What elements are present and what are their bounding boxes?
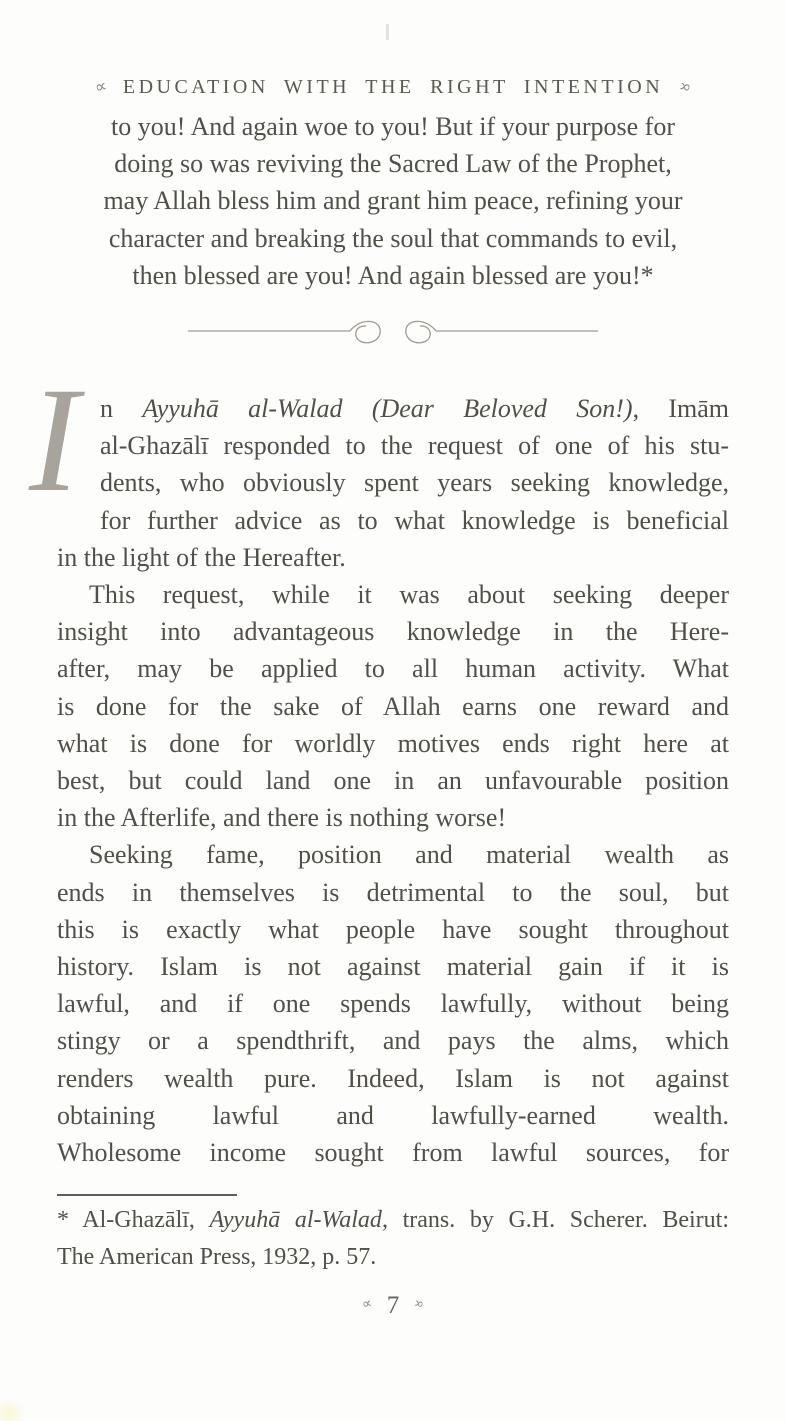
text-line: what is done for worldly motives ends right here at bbox=[57, 728, 729, 758]
text-line: insight into advantageous knowledge in the Here- bbox=[57, 617, 729, 647]
text-segment: * Al-Ghazālī, bbox=[57, 1207, 210, 1233]
italic-text: Ayyuhā al-Walad (Dear Beloved Son!) bbox=[142, 394, 633, 423]
text-line: in the Afterlife, and there is nothing worse! bbox=[57, 803, 507, 833]
quote-line: then blessed are you! And again blessed are you!* bbox=[132, 260, 654, 290]
text-line: ends in themselves is detrimental to the soul, but bbox=[57, 877, 729, 907]
quote-line: doing so was reviving the Sacred Law of the Prophet, bbox=[114, 149, 672, 179]
scan-artifact-tick bbox=[386, 24, 389, 40]
text-line bbox=[57, 1202, 729, 1239]
text-line: after, may be applied to all human activity. What bbox=[57, 654, 729, 684]
fleuron-right-icon: ∝ bbox=[412, 1295, 427, 1313]
quote-line: character and breaking the soul that commands to evil, bbox=[108, 223, 678, 253]
text-line: in the light of the Hereafter. bbox=[57, 542, 346, 572]
text-line: al-Ghazālī responded to the request of one of his stu- bbox=[100, 431, 729, 461]
text-line: This request, while it was about seeking deeper bbox=[89, 580, 729, 610]
text-line: obtaining lawful and lawfully-earned wealth. bbox=[57, 1100, 729, 1130]
text-line: lawful, and if one spends lawfully, without being bbox=[57, 989, 729, 1019]
fleuron-left-icon: ∝ bbox=[359, 1295, 374, 1313]
fleuron-right-icon: ∝ bbox=[677, 75, 694, 99]
text-segment: , trans. by G.H. Scherer. Beirut: bbox=[381, 1207, 729, 1233]
text-line: history. Islam is not against material gain if it is bbox=[57, 952, 729, 982]
paragraph bbox=[57, 576, 729, 836]
text-line: for further advice as to what knowledge is beneficial bbox=[100, 505, 729, 535]
text-line: Seeking fame, position and material wealth as bbox=[89, 840, 729, 870]
fleuron-left-icon: ∝ bbox=[92, 75, 109, 99]
drop-cap: I bbox=[29, 357, 79, 523]
paragraph bbox=[29, 357, 730, 576]
text-line: Wholesome income sought from lawful sources, for bbox=[57, 1138, 729, 1168]
text-line: renders wealth pure. Indeed, Islam is not against bbox=[57, 1063, 729, 1093]
text-line bbox=[57, 390, 729, 427]
text-line: best, but could land one in an unfavourable position bbox=[57, 766, 729, 796]
page-number: 7 bbox=[386, 1292, 400, 1319]
running-header bbox=[0, 76, 786, 99]
scan-artifact-smudge bbox=[0, 1399, 26, 1421]
text-line: is done for the sake of Allah earns one reward and bbox=[57, 691, 729, 721]
text-line: this is exactly what people have sought throughout bbox=[57, 914, 729, 944]
paragraph bbox=[57, 836, 729, 1171]
body-text bbox=[29, 357, 730, 1171]
paragraph bbox=[57, 1202, 729, 1275]
text-line: The American Press, 1932, p. 57. bbox=[57, 1243, 377, 1270]
quote-line: may Allah bless him and grant him peace, refining your bbox=[103, 186, 683, 216]
text-line: dents, who obviously spent years seeking knowledge, bbox=[100, 468, 729, 498]
ornamental-divider-icon bbox=[188, 310, 598, 354]
text-segment: , Imām bbox=[632, 394, 730, 423]
text-segment: n bbox=[100, 394, 143, 423]
text-line: stingy or a spendthrift, and pays the alms, which bbox=[57, 1026, 729, 1056]
quote-line: to you! And again woe to you! But if your purpose for bbox=[111, 112, 675, 141]
footnote-rule bbox=[57, 1194, 237, 1196]
block-quote bbox=[63, 108, 723, 294]
page-number-row bbox=[0, 1290, 786, 1318]
chapter-title: EDUCATION WITH THE RIGHT INTENTION bbox=[122, 76, 664, 98]
italic-text: Ayyuhā al-Walad bbox=[209, 1207, 382, 1233]
footnote bbox=[57, 1202, 729, 1275]
